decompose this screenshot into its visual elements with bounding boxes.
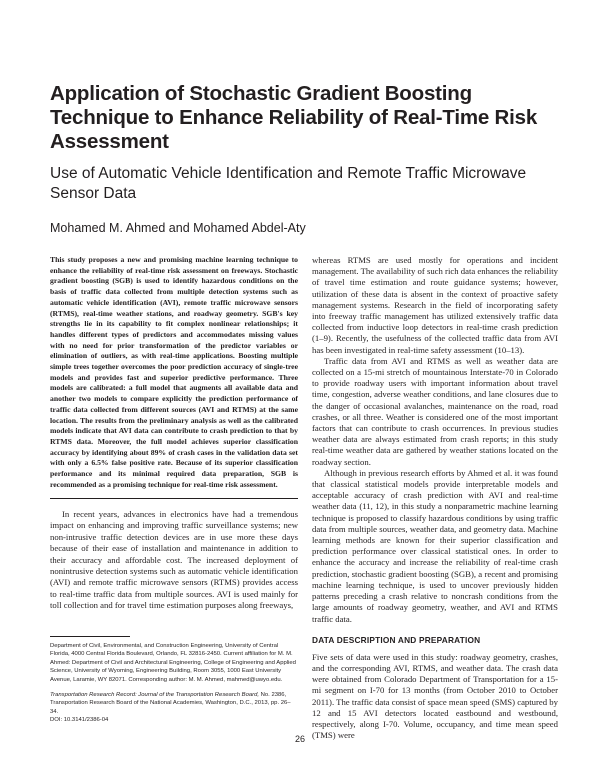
author-affiliation: Department of Civil, Environmental, and Construction Engineering, University of Central Florida, 4000 Central Florida Boulevard, Orlando, FL 32816-2450. Current affiliation for M. M. Ahmed: Department of Civil and Architectural Engineering, College of Engineering and Applied Science, University of Wyoming, Engineering Building, Room 3055, 1000 East University Avenue, Laramie, WY 82071. Corresponding author: M. M. Ahmed, mahmed@uwyo.edu.	[50, 643, 296, 683]
paper-subtitle: Use of Automatic Vehicle Identification and Remote Traffic Microwave Sensor Data	[50, 165, 527, 202]
journal-details: No. 2386, Transportation Research Board of the National Academies, Washington, D.C., 2013, pp. 26–34.	[50, 692, 291, 715]
journal-doi: DOI: 10.3141/2386-04	[50, 717, 109, 724]
body-paragraph: Traffic data from AVI and RTMS as well as weather data are collected on a 15-mi stretch of mountainous Interstate-70 in Colorado to provide roadway users with important information about travel time, congestion, adverse weather conditions, and lane closures due to the danger of occasional avalanches, maintenance on the road, road crashes, or all three. Weather is considered one of the most important factors that can contribute to crash occurrences. In previous studies weather data are always estimated from crash reports; in this study real-time weather data are gathered by weather stations located on the roadway section.	[312, 355, 558, 467]
intro-paragraph: In recent years, advances in electronics have had a tremendous impact on enhancing and improving traffic surveillance systems; new non-intrusive traffic detection devices are in use more these days because of their ease of installation and maintenance in addition to their accuracy and affordable cost. The increased deployment of nonintrusive detection systems such as automatic vehicle identification (AVI) and remote traffic microwave sensors (RTMS) provides access to real-time traffic data from multiple sources. AVI is used mainly for toll collection and for travel time estimation purposes along freeways,	[50, 509, 298, 611]
footnote-divider	[50, 636, 130, 637]
section-heading: DATA DESCRIPTION AND PREPARATION	[312, 634, 481, 645]
page-number: 26	[294, 734, 305, 744]
abstract: This study proposes a new and promising machine learning technique to enhance the reliability of real-time risk assessment on freeways. Stochastic gradient boosting (SGB) is used to identify hazardous conditions on the basis of traffic data collected from multiple detection systems such as automatic vehicle identification (AVI), remote traffic microwave sensors (RTMS), real-time weather stations, and roadway geometry. SGB's key strengths lie in its capability to fit complex nonlinear relationships; it handles different types of predictors and accommodates missing values with no need for prior transformation of the predictor variables or elimination of outliers, as with real-time applications. Boosting multiple simple trees together overcomes the poor prediction accuracy of single-tree models and provides fast and superior predictive performance. Three models are calibrated: a full model that augments all available data and another two models to compare explicitly the prediction performance of traffic data collected from different sources (AVI and RTMS) at the same location. The results from the preliminary analysis as well as the calibrated models indicate that AVI data can contribute to crash prediction to that by RTMS data. Moreover, the full model achieves superior classification accuracy by identifying about 89% of crash cases in the validation data set with only a 6.5% false positive rate. Because of its superior classification performance and its minimal required data preparation, SGB is recommended as a promising technique for real-time risk assessment.	[50, 255, 298, 489]
body-paragraph: Five sets of data were used in this study: roadway geometry, crashes, and the corresponding AVI, RTMS, and weather data. The crash data were obtained from Colorado Department of Transportation for a 15-mi segment on I-70 for 13 months (from October 2010 to October 2011). The traffic data consist of space mean speed (SMS) captured by 12 and 15 AVI detectors located eastbound and westbound, respectively, along I-70. Volume, occupancy, and time mean speed (TMS) were	[312, 651, 558, 741]
right-column	[312, 255, 558, 741]
introduction-section	[50, 509, 298, 612]
paper-title: Application of Stochastic Gradient Boosting Technique to Enhance Reliability of Real-Time Risk Assessment	[50, 82, 538, 153]
body-paragraph: Although in previous research efforts by Ahmed et al. it was found that classical statistical models provide interpretable models and acceptable accuracy of crash prediction with AVI and real-time weather data (11, 12), in this study a nonparametric machine learning technique is proposed to classify hazardous conditions by using traffic data from multiple sources, weather data, and geometry data. Machine learning methods are known for their superior classification and prediction performance over classical statistical ones. In order to enhance the accuracy and increase the reliability of real-time crash prediction, stochastic gradient boosting (SGB), a recent and promising machine learning technique, is used to uncover previously hidden patterns preceding a crash relative to noncrash conditions from the large amounts of roadway geometry, weather, and AVI and RTMS traffic data.	[312, 467, 558, 624]
authors: Mohamed M. Ahmed and Mohamed Abdel-Aty	[50, 221, 306, 235]
journal-name: Transportation Research Record: Journal of the Transportation Research Board,	[50, 692, 260, 698]
abstract-divider	[50, 498, 298, 499]
body-paragraph: whereas RTMS are used mostly for operations and incident management. The availability of such rich data enhances the reliability of travel time estimation and route guidance systems; however, utilization of these data is absent in the context of proactive safety management systems. Research in the field of incorporating safety into freeway traffic management has utilized extensively traffic data collected from inductive loop detectors in real-time crash prediction (1–9). Recently, the usefulness of the collected traffic data from AVI has been investigated in real-time safety assessment (10–13).	[312, 255, 558, 355]
journal-citation	[50, 691, 298, 725]
